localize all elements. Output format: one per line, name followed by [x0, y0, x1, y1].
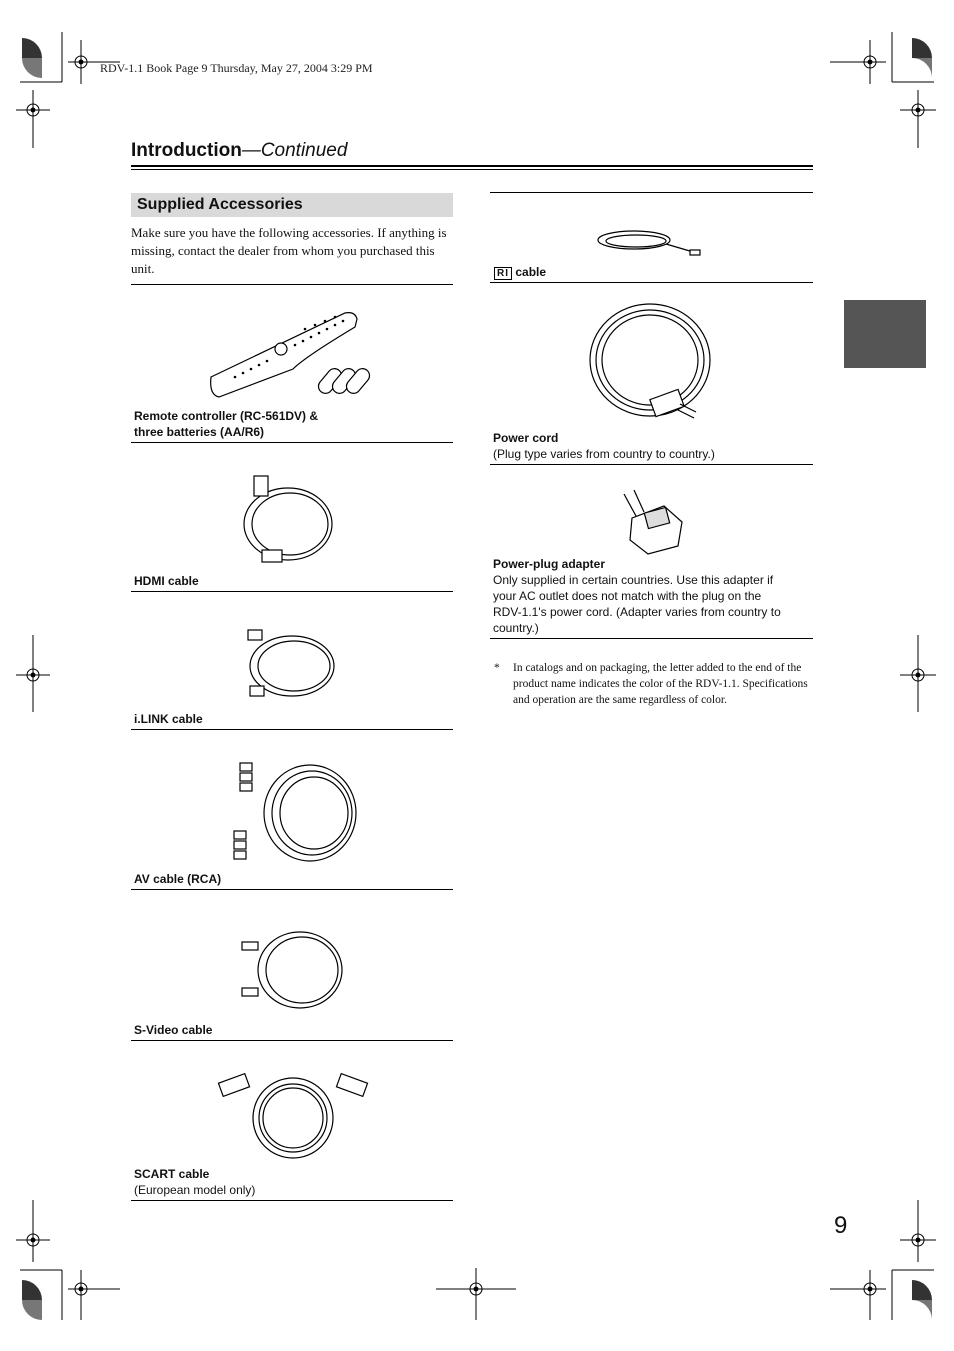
- section-heading: Supplied Accessories: [131, 193, 453, 217]
- divider: [131, 1040, 453, 1041]
- av-cable-illustration: [232, 757, 362, 867]
- item-ilink-label: i.LINK cable: [134, 712, 203, 726]
- divider: [131, 591, 453, 592]
- hdmi-cable-illustration: [238, 472, 348, 572]
- footnote-text: In catalogs and on packaging, the letter added to the end of the product name indicates the color of the RDV-1.1. Specifications and operation are the same regardless of color.: [513, 662, 808, 706]
- svideo-cable-illustration: [238, 924, 348, 1014]
- power-cord-illustration: [588, 300, 718, 430]
- intro-text: Make sure you have the following accessories. If anything is missing, contact the dealer from whom you purchased this unit.: [131, 225, 447, 276]
- divider: [490, 192, 813, 193]
- page-title: [131, 140, 347, 162]
- item-av-label: AV cable (RCA): [134, 872, 222, 886]
- ri-logo: RI: [494, 267, 512, 280]
- note-line-4: country.): [493, 621, 539, 635]
- divider: [490, 464, 813, 465]
- footnote-mark: *: [494, 662, 500, 674]
- item-ri: [494, 264, 546, 280]
- ri-cable-illustration: [596, 226, 706, 260]
- divider: [490, 638, 813, 639]
- item-ri-label: cable: [515, 265, 547, 279]
- item-hdmi: [134, 573, 199, 589]
- title-suffix: —Continued: [241, 140, 348, 161]
- divider: [131, 1200, 453, 1201]
- item-power-plug-adapter: [493, 556, 813, 636]
- divider: [131, 889, 453, 890]
- item-power-plug-adapter-label: Power-plug adapter: [493, 557, 606, 571]
- item-ilink: [134, 711, 203, 727]
- item-av: [134, 871, 221, 887]
- footnote: [494, 660, 814, 708]
- title-rule: [131, 165, 813, 167]
- divider: [131, 442, 453, 443]
- item-remote-label: Remote controller (RC-561DV) &: [134, 409, 319, 423]
- item-power-cord-label: Power cord: [493, 431, 559, 445]
- title-main: Introduction: [131, 140, 242, 161]
- print-info: RDV-1.1 Book Page 9 Thursday, May 27, 2004 3:29 PM: [100, 61, 373, 75]
- scart-cable-illustration: [218, 1072, 368, 1162]
- page-number: 9: [834, 1212, 848, 1239]
- item-remote: [134, 408, 318, 440]
- note-line-1: Only supplied in certain countries. Use this adapter if: [493, 573, 774, 587]
- item-hdmi-label: HDMI cable: [134, 574, 199, 588]
- note-line-2: your AC outlet does not match with the plug on the: [493, 589, 762, 603]
- item-power-cord: [493, 430, 715, 462]
- remote-controller-illustration: [205, 305, 385, 405]
- divider: [490, 282, 813, 283]
- divider: [131, 729, 453, 730]
- item-scart-label: SCART cable: [134, 1167, 210, 1181]
- item-remote-label-2: three batteries (AA/R6): [134, 425, 265, 439]
- note-line-3: RDV-1.1's power cord. (Adapter varies from country to: [493, 605, 781, 619]
- item-power-cord-note: (Plug type varies from country to country.): [493, 447, 715, 461]
- item-scart: [134, 1166, 255, 1198]
- item-svideo-label: S-Video cable: [134, 1023, 213, 1037]
- ilink-cable-illustration: [246, 624, 346, 704]
- item-scart-note: (European model only): [134, 1183, 256, 1197]
- item-svideo: [134, 1022, 212, 1038]
- power-plug-adapter-illustration: [614, 488, 694, 558]
- title-rule-thin: [131, 169, 813, 170]
- divider: [131, 284, 453, 285]
- chapter-tab: [844, 300, 926, 368]
